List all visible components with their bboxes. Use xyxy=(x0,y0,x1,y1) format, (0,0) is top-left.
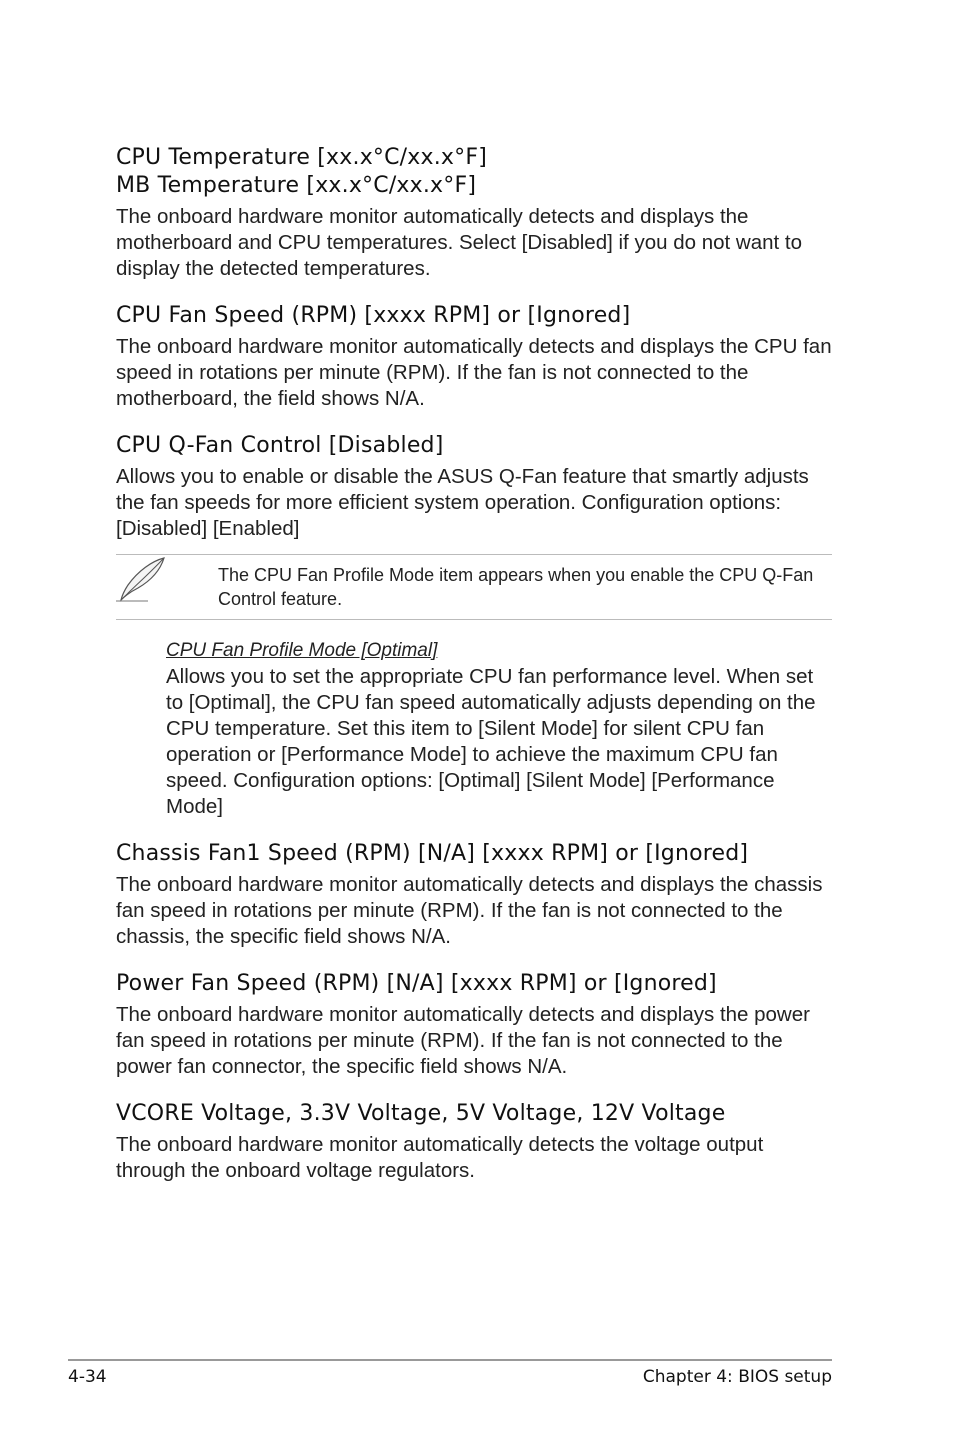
title-line-mb-temp: MB Temperature [xx.x°C/xx.x°F] xyxy=(116,173,477,198)
section-body: The onboard hardware monitor automatically detects and displays the chassis fan speed in rotations per minute (RPM). If the fan is not connected to the chassis, the specific field shows N/A. xyxy=(116,873,823,948)
section-chassis-fan-speed xyxy=(116,840,832,950)
section-cpu-fan-speed xyxy=(116,302,832,412)
section-power-fan-speed xyxy=(116,970,832,1080)
footer-divider xyxy=(68,1359,832,1361)
page-content xyxy=(116,144,832,1204)
subitem-body: Allows you to set the appropriate CPU fan performance level. When set to [Optimal], the CPU fan speed automatically adjusts depending on the CPU temperature. Set this item to [Silent Mode] for silent CPU fan operation or [Performance Mode] to achieve the maximum CPU fan speed. Configuration options: [Optimal] [Silent Mode] [Performance Mode] xyxy=(166,665,816,818)
section-body: Allows you to enable or disable the ASUS Q-Fan feature that smartly adjusts the fan speeds for more efficient system operation. Configuration options: [Disabled] [Enabled] xyxy=(116,465,809,540)
section-body: The onboard hardware monitor automatically detects the voltage output through the onboard voltage regulators. xyxy=(116,1133,764,1182)
section-title: Power Fan Speed (RPM) [N/A] [xxxx RPM] or [Ignored] xyxy=(116,971,717,996)
chapter-label: Chapter 4: BIOS setup xyxy=(642,1367,832,1387)
note-text: The CPU Fan Profile Mode item appears when you enable the CPU Q-Fan Control feature. xyxy=(218,565,814,609)
section-body: The onboard hardware monitor automatically detects and displays the motherboard and CPU temperatures. Select [Disabled] if you do not want to display the detected temperatures. xyxy=(116,205,802,280)
page-number: 4-34 xyxy=(68,1367,107,1387)
quill-pen-icon xyxy=(114,555,170,605)
title-line-cpu-temp: CPU Temperature [xx.x°C/xx.x°F] xyxy=(116,145,487,170)
note-box xyxy=(116,554,832,620)
section-body: The onboard hardware monitor automatically detects and displays the CPU fan speed in rotations per minute (RPM). If the fan is not connected to the motherboard, the field shows N/A. xyxy=(116,335,832,410)
section-title xyxy=(116,144,832,200)
section-voltages xyxy=(116,1100,832,1184)
section-cpu-qfan-control xyxy=(116,432,832,542)
subitem-cpu-fan-profile xyxy=(166,638,832,820)
subitem-title: CPU Fan Profile Mode [Optimal] xyxy=(166,640,438,661)
section-title: CPU Q-Fan Control [Disabled] xyxy=(116,433,444,458)
section-body: The onboard hardware monitor automatically detects and displays the power fan speed in rotations per minute (RPM). If the fan is not connected to the power fan connector, the specific field shows N/A. xyxy=(116,1003,810,1078)
section-title: CPU Fan Speed (RPM) [xxxx RPM] or [Ignored] xyxy=(116,303,631,328)
section-title: Chassis Fan1 Speed (RPM) [N/A] [xxxx RPM] or [Ignored] xyxy=(116,841,749,866)
section-title: VCORE Voltage, 3.3V Voltage, 5V Voltage, 12V Voltage xyxy=(116,1101,726,1126)
section-temperature xyxy=(116,144,832,282)
